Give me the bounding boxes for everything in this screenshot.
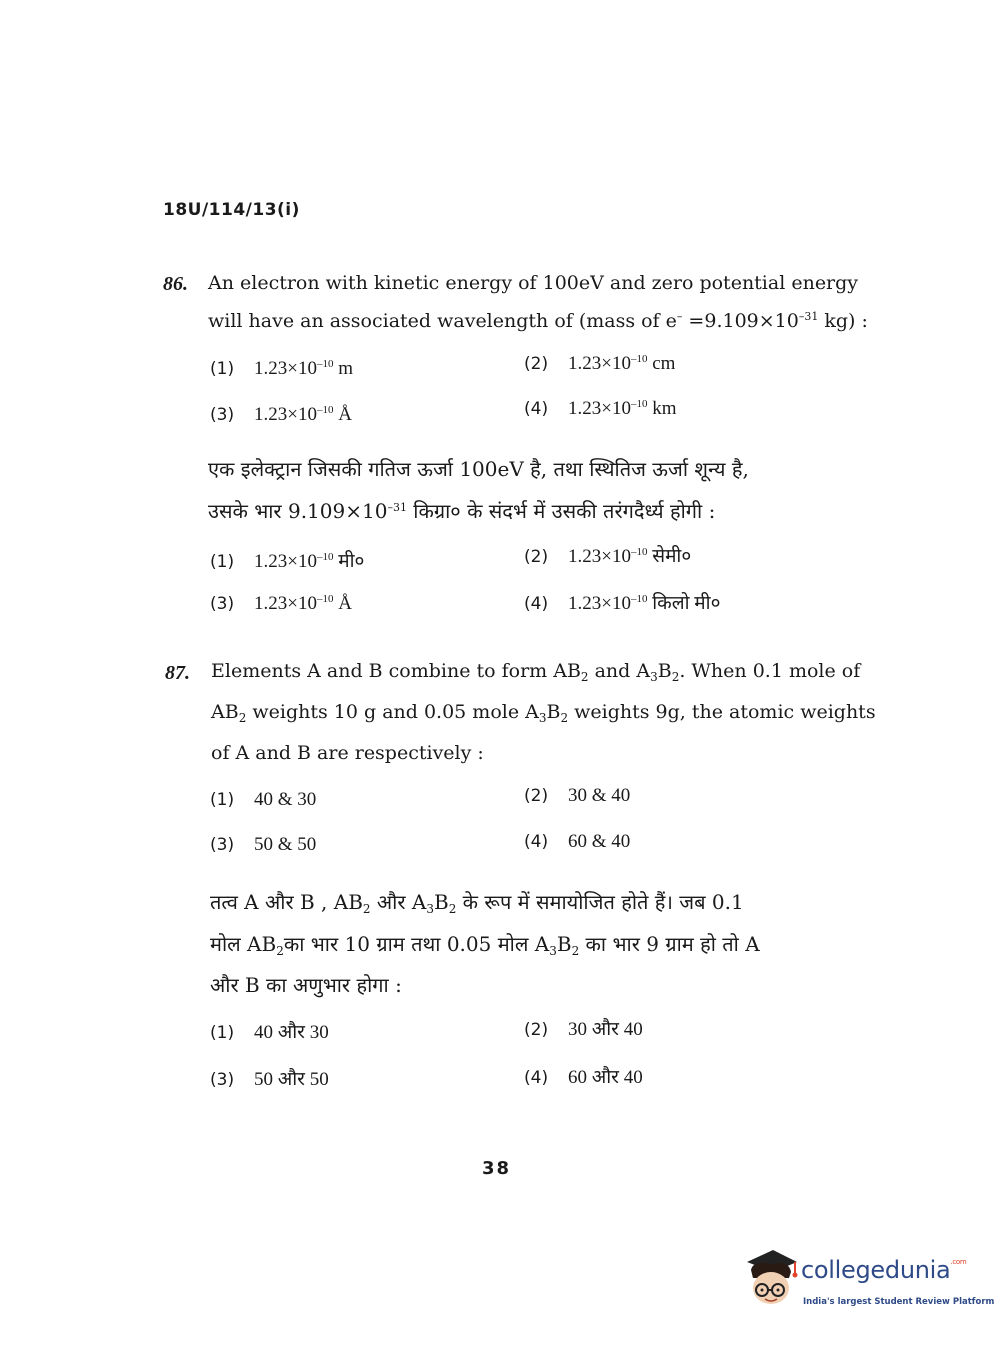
brand-tagline: India's largest Student Review Platform [803,1297,995,1307]
q86-option-en-4: (4) $1.23\times 10^{-10}$ km [524,398,677,419]
q86-option-en-1: (1) $1.23\times 10^{-10}$ m [210,358,353,379]
q86-option-en-2: (2) $1.23\times 10^{-10}$ cm [524,353,676,374]
question-number-87: 87. [165,662,190,684]
student-mascot-icon [743,1248,799,1312]
q87-option-hi-1: (1) 40 और 30 [210,1022,329,1043]
q87-option-en-3: (3) 50 & 50 [210,834,317,855]
q86-text-en-line2: will have an associated wavelength of (mass of $e^- =9.109\times 10^{-31}$ kg) : [208,310,868,332]
q87-text-hi-line1: तत्व A और B , $AB_2$ और $A_3B_2$ के रूप में समायोजित होते हैं। जब 0.1 [210,890,744,916]
q87-text-en-line2: $AB_2$ weights 10 g and 0.05 mole $A_3B_2$ weights 9g, the atomic weights [211,701,876,725]
q87-text-hi-line2: मोल $AB_2का$ भार 10 ग्राम तथा 0.05 मोल $A_3B_2$ का भार 9 ग्राम हो तो A [210,932,760,958]
q86-option-hi-1: (1) $1.23\times 10^{-10}$ मी० [210,551,365,572]
q87-option-en-1: (1) 40 & 30 [210,789,317,810]
q87-option-hi-3: (3) 50 और 50 [210,1069,329,1090]
q87-text-en-line1: Elements A and B combine to form $AB_2$ and $A_3B_2$. When 0.1 mole of [211,660,861,684]
q86-option-hi-4: (4) $1.23\times 10^{-10}$ किलो मी० [524,593,721,614]
q86-option-hi-3: (3) $1.23\times 10^{-10}$ Å [210,593,352,614]
q86-text-en-line1: An electron with kinetic energy of 100eV and zero potential energy [208,272,859,294]
q86-text-hi-line1: एक इलेक्ट्रान जिसकी गतिज ऊर्जा 100eV है, तथा स्थितिज ऊर्जा शून्य है, [208,457,749,481]
q86-text-hi-line2: उसके भार $9.109\times 10^{-31}$ किग्रा० के संदर्भ में उसकी तरंगदैर्ध्य होगी : [208,499,716,523]
q87-option-hi-4: (4) 60 और 40 [524,1067,643,1088]
brand-name: collegedunia$^{.com}$ [801,1256,967,1284]
q86-option-en-3: (3) $1.23\times 10^{-10}$ Å [210,404,352,425]
page-number: 38 [482,1158,512,1179]
q87-text-en-line3: of A and B are respectively : [211,742,484,764]
q87-option-en-2: (2) 30 & 40 [524,785,631,806]
q87-option-en-4: (4) 60 & 40 [524,831,631,852]
collegedunia-watermark [743,1248,995,1318]
paper-code: 18U/114/13(i) [163,200,300,220]
q87-option-hi-2: (2) 30 और 40 [524,1019,643,1040]
q87-text-hi-line3: और B का अणुभार होगा : [210,973,402,997]
question-number-86: 86. [163,273,188,295]
q86-option-hi-2: (2) $1.23\times 10^{-10}$ सेमी० [524,546,692,567]
